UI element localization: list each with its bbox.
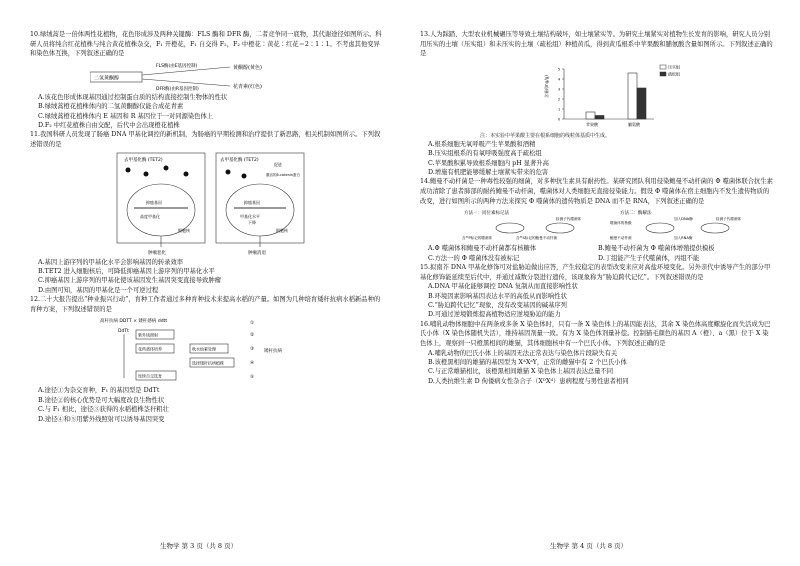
y-tick-label: 4 [558, 77, 561, 82]
box-uv-label: 紫外线照射 [138, 332, 158, 338]
q12-stem: 12.二十大报告提出“种业振兴行动”，育种工作者通过多种育种技术来提高水稻的产量。如图为几种培育矮秆抗病水稻新品种的育种方案，下列叙述错误的是 [30, 296, 381, 313]
panel2-result: 肿瘤消退 [248, 250, 266, 256]
panel1-nucleus: 细胞核 [178, 227, 190, 233]
q11-mechanism-diagram [116, 152, 384, 256]
q12-option-a: A.途径①为杂交育种，F₁ 的基因型是 DdTt [38, 387, 160, 395]
enzyme-dot [226, 169, 231, 174]
q10-stem: 10.绿绒蒿是一倍体两性花植物，花色形成涉及两种关键酶：FLS 酶和 DFR 酶，二者竞争同一底物，其代谢途径如图所示。科研人员将纯合红花植株与纯合黄花植株杂交，F₁ 开橙花，F₁ 自交得 F₂，F₂ 中橙花∶黄花∶红花＝2∶1∶1。不考虑其他变异和染色体互换，下列叙述正确的是 [30, 31, 382, 58]
step-3: ③ [250, 347, 255, 353]
y-tick-label: 2 [558, 97, 561, 102]
product1-label: 黄酮醇(黄色) [233, 64, 262, 71]
substrate-label: 二氢黄酮醇 [94, 75, 120, 82]
y-tick-label: 3 [558, 87, 561, 92]
f1-label: DdTt [118, 329, 129, 335]
panel2-arrow-label: 促进 [274, 161, 282, 167]
q13-chart-note: 注：本实验中苹果酸主要在根系细胞的线粒体基质中生成。 [480, 132, 611, 139]
q11-mechanism-svg [116, 152, 306, 256]
y-tick-label: 1 [558, 107, 561, 112]
m2-label-4: 检测子代噬菌体 [716, 217, 742, 222]
enzyme-dot [126, 167, 131, 172]
panel2-frame [216, 153, 304, 243]
panel2-gene: 抑癌基因 [244, 199, 260, 205]
q11-option-d: D.由图可知，基因的甲基化是一个可逆过程 [38, 286, 159, 294]
page-footer-left: 生物学 第 3 页（共 8 页） [160, 542, 238, 550]
m1-label-0: 含³²P标记的噬菌体 [462, 236, 493, 241]
x-category-label: 脯氨酸 [628, 121, 640, 127]
dish-1 [496, 223, 524, 233]
q10-option-c: C.绿绒蒿橙花植株体内 E 基因和 R 基因位于一对同源染色体上 [38, 112, 214, 120]
arrow-dfr [142, 79, 230, 86]
y-axis-label: 含量/(mg/g) [544, 74, 549, 98]
q14-option-c: C.方法一的 Φ 噬菌体没有被标记 [428, 254, 520, 262]
q14-options-row2 [420, 254, 774, 263]
bar-疏松组-脯氨酸 [637, 88, 646, 119]
box-select-label: 选择矮秆抗病植株 [192, 360, 224, 366]
step-1: ① [250, 321, 255, 327]
method2-title: 方法二：酶解法 [620, 211, 652, 217]
panel2-factor: 激活的β-catenin蛋白 [266, 172, 301, 177]
q11-option-b: B.TET2 进入细胞核后，可降低抑癌基因上游序列的甲基化水平 [38, 268, 215, 275]
q14-option-a: A.Φ 噬菌体和鲍曼不动杆菌都有核糖体 [428, 245, 537, 253]
parents-label: 高秆抗病 DDTT × 矮秆感病 ddtt [100, 319, 168, 325]
q10-option-d: D.F₂ 中红花植株自由交配，后代中会出现橙花植株 [38, 122, 180, 129]
q12-option-c: C.与 F₁ 相比，途径③获得的水稻植株茎秆粗壮 [38, 406, 169, 414]
legend-label: 压实组 [668, 64, 680, 70]
y-tick-label: 0 [558, 117, 561, 122]
q13-stem: 13.人为踩踏、大型农业机械碾压等导致土壤结构破坏，如土壤紧实等。为研究土壤紧实对植物生长发育的影响，研究人员分别用压实的土壤（压实组）和未压实的土壤（疏松组）种植黄瓜，得到黄瓜根系中苹果酸和脯氨酸含量如图所示。下列叙述正确的是 [420, 31, 773, 58]
dish-4 [701, 223, 729, 233]
q10-pathway-svg [90, 61, 310, 91]
panel2-mark: 甲基化水平 [240, 213, 260, 219]
q10-option-a: A.该花色形成体现基因通过控制蛋白质的结构直接控制生物体的性状 [38, 93, 228, 101]
q16-stem: 16.哺乳动物体细胞中在两条或多条 X 染色体时，只有一条 X 染色体上的基因能表达，其余 X 染色体高度螺旋化而失活成为巴氏小体（X 染色体随机失活），维持基因剂量一致。有为 X 染色体剂量补偿。控制猫毛颜色的基因 A（橙）、a（黑）位于 X 染色体上，观察到一只橙黑相间的雄猫，其体细胞核中有一个巴氏小体。下列叙述正确的是 [420, 320, 771, 347]
q14-methods-diagram [460, 208, 774, 242]
q11-option-c: C.抑癌基因上游序列的甲基化使该基因发生基因突变直接导致肿瘤 [38, 277, 221, 285]
q14-option-b: B.鲍曼不动杆菌为 Φ 噬菌体增殖提供模板 [598, 245, 715, 253]
q15-option-b: B.环境因素影响基因表达水平的高低从而影响性状 [428, 292, 567, 300]
bar-疏松组-苹果酸 [595, 115, 604, 119]
dfr-label: DFR酶(由R基因控制) [156, 86, 199, 91]
product2-label: 花青素(红色) [233, 83, 262, 90]
legend-swatch [660, 65, 666, 69]
q12-option-d: D.途径④和⑤用紫外线照射可以诱导基因突变 [38, 415, 165, 423]
q12-breeding-svg [100, 316, 300, 384]
fls-label: FLS酶(由E基因控制) [156, 63, 198, 69]
step-5: ⑤ [250, 375, 255, 381]
q13-option-b: B.压实组根系的有氧呼吸强度高于疏松组 [428, 150, 542, 158]
q12-option-b: B.途径②的核心优势是可大幅度改良生物性状 [38, 396, 165, 404]
q13-option-c: C.苹果酸积累导致根系细胞内 pH 显著升高 [428, 159, 549, 167]
q15-stem: 15.拟南芥 DNA 甲基化修饰可对盐胁迫做出应答，产生较稳定的表型改变来应对高盐环境变化。另外亲代中诱导产生的部分甲基化修饰能延续至后代中，并通过减数分裂进行遗传，该现象称为“胁迫跨代记忆”。下列叙述错误的是 [420, 264, 771, 281]
q13-option-a: A.根系细胞无氧呼吸产生苹果酸和酒精 [428, 140, 536, 148]
method1-title: 方法一：同位素标记法 [464, 211, 509, 217]
panel1-gene: 抑癌基因 [146, 199, 162, 205]
x-category-label: 苹果酸 [586, 121, 598, 127]
enzyme-dot [164, 165, 169, 170]
enzyme-dot [242, 173, 247, 178]
panel1-frame [117, 153, 205, 243]
bar-压实组-脯氨酸 [628, 73, 637, 119]
q10-pathway-diagram [90, 61, 384, 91]
q14-option-d: D.丁组能产生子代噬菌体，丙组不能 [598, 254, 700, 262]
enzyme-dot [184, 171, 189, 176]
m2-label-0: 噬菌体的核酸 [610, 221, 632, 226]
q15-option-d: D.可通过逆境锻炼提高植物适应逆境胁迫的能力 [428, 311, 561, 319]
legend-swatch [660, 72, 666, 76]
panel1-result: 肿瘤恶化 [148, 250, 166, 256]
target-label: 矮秆抗病 [264, 349, 282, 355]
box-anther-label: 花药离体培养 [138, 346, 162, 352]
panel2-mark2: 下降 [248, 219, 256, 225]
q11-stem: 11.我国科研人员发现了肠癌 DNA 甲基化调控的新机制，为肠癌的早期检测和治疗提供了新思路，相关机制如图所示。下列叙述错误的是 [30, 131, 381, 148]
m2-label-2: 加入RNA酶 [674, 236, 693, 241]
right-page [400, 0, 800, 566]
q13-chart [540, 61, 774, 131]
enzyme-dot [144, 171, 149, 176]
q15-option-a: A.DNA 甲基化能够调控 DNA 复制从而直接影响性状 [428, 283, 578, 291]
box-colchicine-label: 秋水仙素处理 [192, 346, 216, 352]
q14-stem: 14.鲍曼不动杆菌是一种毒性较强的细菌，对多种抗生素具有耐药性。某研究团队利用侵染鲍曼不动杆菌的 Φ 噬菌体联合抗生素成功清除了患者肺部的耐药鲍曼不动杆菌，噬菌体对人类细胞无直接侵染能力。假设 Φ 噬菌体在宿主细胞内不发生遗传物质的改变，进行如图所示的两种方法来探究 Φ 噬菌体的遗传物质是 DNA 而不是 RNA，下列叙述正确的是 [420, 178, 773, 205]
q12-breeding-diagram [100, 316, 384, 384]
q11-option-a: A.基因上游序列的甲基化水平会影响基因的转录效率 [38, 258, 184, 266]
step-4: ④ [250, 361, 255, 367]
q15-option-c: C.“胁迫跨代记忆”现象，没有改变基因的碱基序列 [428, 302, 567, 309]
panel2-title: 去甲基化酶 (TET2) [220, 157, 259, 163]
box-self-label: 连续自交选育 [138, 373, 162, 379]
page-footer-right: 生物学 第 4 页（共 8 页） [550, 542, 628, 550]
bar-压实组-苹果酸 [586, 112, 595, 119]
m1-label-2: 检测子代噬菌体 [556, 217, 582, 222]
q13-bar-chart [540, 61, 700, 131]
panel1-mark: 高度甲基化 [140, 213, 160, 219]
y-tick-label: 5 [558, 67, 561, 72]
dish-3 [646, 223, 674, 233]
m2-label-3: 鲍曼不动杆菌 [610, 236, 632, 241]
panel1-title: 去甲基化酶 (TET2) [124, 157, 163, 163]
q14-options-row1 [420, 244, 774, 253]
q10-option-b: B.绿绒蒿橙花植株体内的二氢黄酮醇仅能合成花青素 [38, 103, 184, 111]
m2-label-1: 加入DNA酶 [674, 217, 693, 222]
q14-methods-svg [460, 208, 760, 242]
legend-label: 疏松组 [668, 71, 680, 77]
q13-option-d: D.增施有机肥能够缓解土壤紧实带来的危害 [428, 169, 549, 176]
panel2-nucleus: 细胞核 [276, 227, 288, 233]
m1-label-1: 含³⁵S标记的鲍曼不动杆菌 [516, 236, 558, 241]
q16-option-d: D.人类抗维生素 D 佝偻病女性杂合子（XᴰXᵈ）患病程度与男性患者相同 [428, 377, 629, 385]
dish-2 [546, 223, 574, 233]
q16-option-a: A.哺乳动物的巴氏小体上的基因无法正常表达与染色体片段缺失有关 [428, 349, 618, 357]
q16-option-c: C.与正常雄猫相比，该橙黑相间雄猫 X 染色体上基因表达总量不同 [428, 368, 614, 376]
step-2: ② [250, 333, 255, 339]
q16-option-b: B.该橙黑相间的雄猫的基因型为 XᴬXᵃY，正常的雌猫中有 2 个巴氏小体 [428, 359, 627, 366]
